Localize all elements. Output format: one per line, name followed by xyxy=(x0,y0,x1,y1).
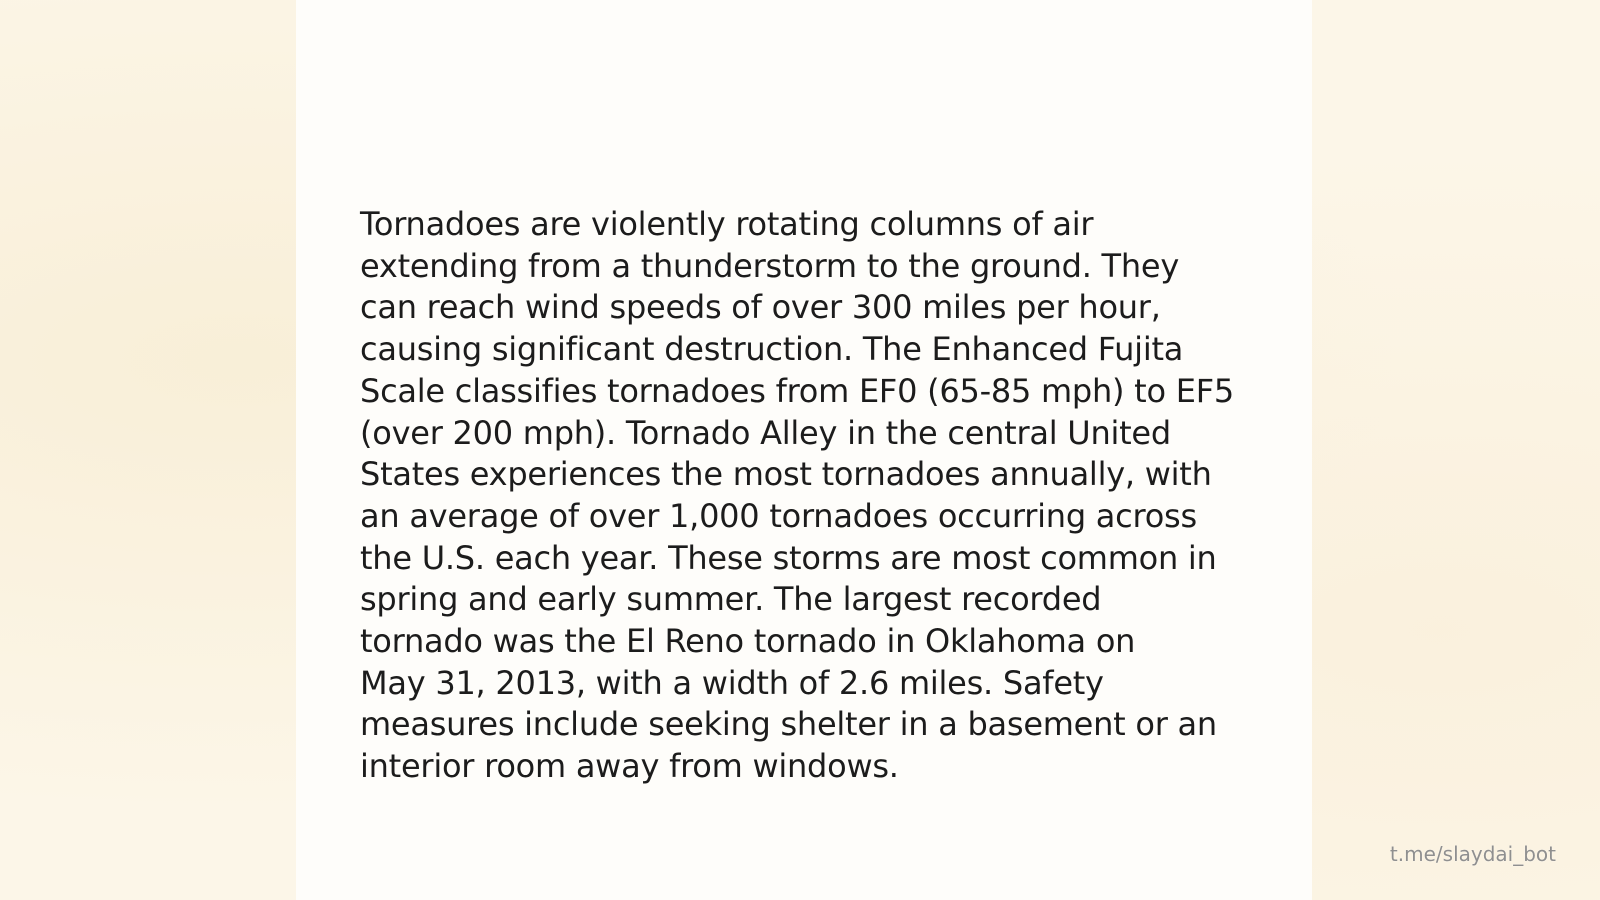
text-line: (over 200 mph). Tornado Alley in the central United xyxy=(360,413,1171,452)
watermark-link[interactable]: t.me/slaydai_bot xyxy=(1389,842,1556,866)
text-line: extending from a thunderstorm to the ground. They xyxy=(360,246,1179,285)
text-line: measures include seeking shelter in a basement or an xyxy=(360,705,1217,744)
text-line: May 31, 2013, with a width of 2.6 miles. Safety xyxy=(360,663,1104,702)
text-line: the U.S. each year. These storms are most common in xyxy=(360,538,1217,577)
text-line: Tornadoes are violently rotating columns of air xyxy=(360,205,1094,243)
text-line: spring and early summer. The largest recorded xyxy=(360,580,1102,619)
text-line: causing significant destruction. The Enhanced Fujita xyxy=(360,330,1184,369)
text-line: tornado was the El Reno tornado in Oklahoma on xyxy=(360,622,1136,661)
text-line: an average of over 1,000 tornadoes occurring across xyxy=(360,496,1197,535)
text-line: can reach wind speeds of over 300 miles per hour, xyxy=(360,288,1161,327)
document-body-text xyxy=(360,204,1260,788)
text-line: States experiences the most tornadoes annually, with xyxy=(360,455,1212,494)
text-line: interior room away from windows. xyxy=(360,747,899,786)
text-line: Scale classifies tornadoes from EF0 (65-85 mph) to EF5 xyxy=(360,371,1234,410)
